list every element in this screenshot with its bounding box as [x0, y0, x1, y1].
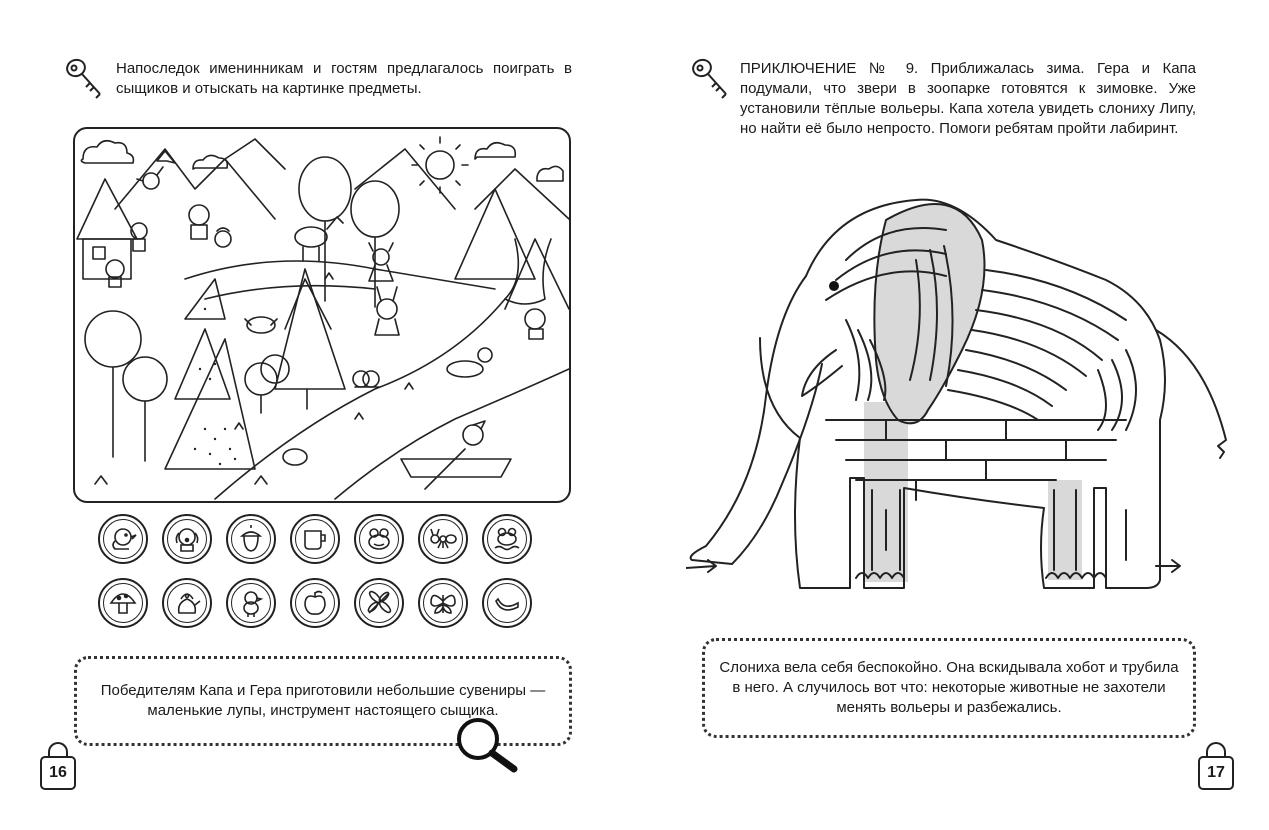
note-box	[702, 638, 1196, 738]
page-number-lock	[1198, 742, 1234, 792]
elephant-maze[interactable]	[686, 190, 1234, 590]
page-number: 16	[40, 756, 76, 790]
intro-text: Напоследок именинникам и гостям предлагалось поиграть в сыщиков и отыскать на картинке предметы.	[116, 60, 572, 97]
hidden-objects-picture	[73, 127, 571, 503]
note-text: Победителям Капа и Гера приготовили небольшие сувениры — маленькие лупы, инструмент настоящего сыщика.	[100, 682, 546, 719]
dog-icon	[162, 514, 212, 564]
frog-in-water-icon	[482, 514, 532, 564]
elephant-eye	[829, 281, 839, 291]
kettle-icon	[162, 578, 212, 628]
note-text: Слониха вела себя беспокойно. Она вскидывала хобот и трубила в него. А случилось вот что: некоторые животные не захотели менять вольеры и разбежались.	[719, 659, 1179, 716]
magnifier-icon	[452, 717, 524, 773]
acorn-icon	[226, 514, 276, 564]
cup-icon	[290, 514, 340, 564]
chick-icon	[226, 578, 276, 628]
frog-icon	[354, 514, 404, 564]
mushroom-icon	[98, 578, 148, 628]
page-number: 17	[1198, 756, 1234, 790]
dragonfly-icon	[354, 578, 404, 628]
left-page	[0, 0, 634, 830]
key-icon	[64, 56, 108, 102]
adventure-text: ПРИКЛЮЧЕНИЕ № 9. Приближалась зима. Гера и Капа подумали, что звери в зоопарке готовятся к зимовке. Уже установили тёплые вольеры. Капа хотела увидеть слониху Липу, но найти её было непросто. Помоги ребятам пройти лабиринт.	[740, 60, 1196, 137]
bird-icon	[98, 514, 148, 564]
ant-icon	[418, 514, 468, 564]
apple-icon	[290, 578, 340, 628]
butterfly-icon	[418, 578, 468, 628]
banana-icon	[482, 578, 532, 628]
key-icon	[690, 56, 734, 102]
page-number-lock	[40, 742, 76, 792]
